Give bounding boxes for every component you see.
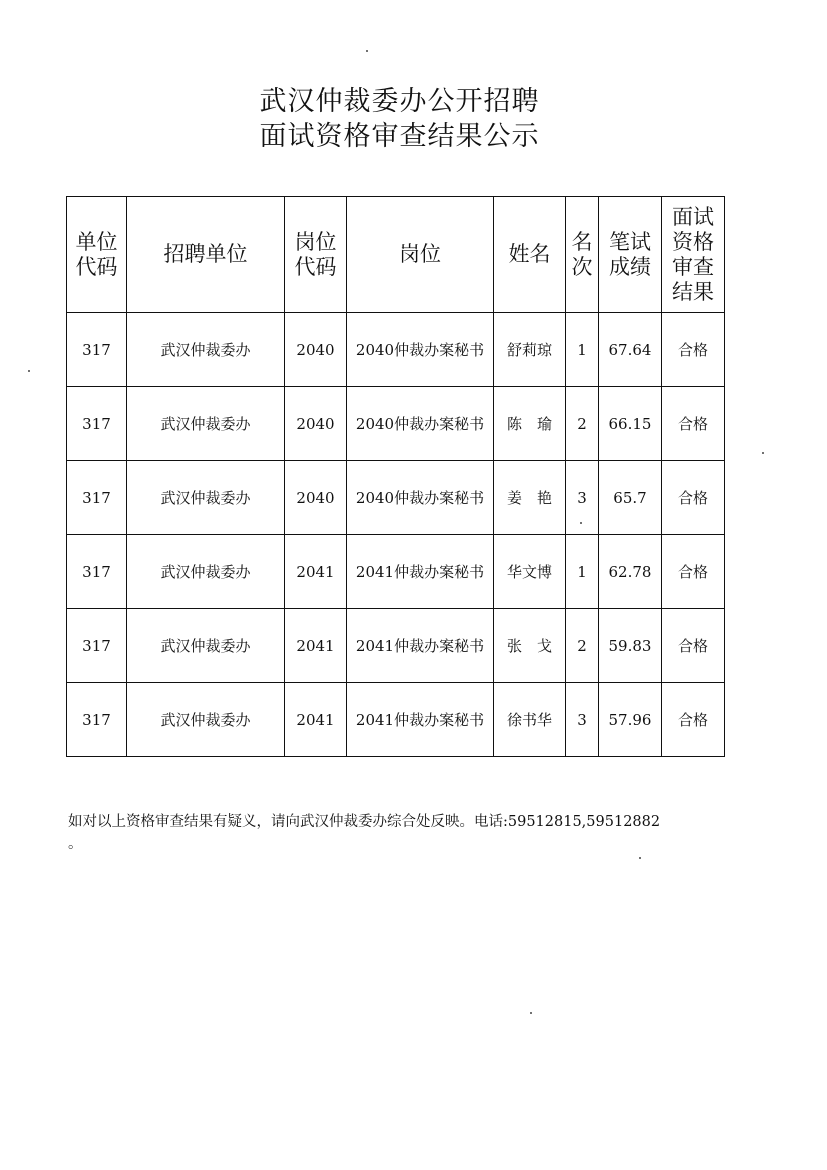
cell-unit: 武汉仲裁委办 (127, 535, 285, 609)
cell-name: 陈 瑜 (494, 387, 566, 461)
scan-speck (366, 50, 368, 52)
header-post: 岗位 (347, 197, 494, 313)
cell-post-code: 2040 (285, 461, 347, 535)
cell-rank: 2 (566, 387, 599, 461)
cell-score: 66.15 (599, 387, 662, 461)
cell-name: 徐书华 (494, 683, 566, 757)
cell-unit-code: 317 (67, 387, 127, 461)
cell-result: 合格 (662, 609, 725, 683)
cell-name: 舒莉琼 (494, 313, 566, 387)
cell-unit: 武汉仲裁委办 (127, 609, 285, 683)
cell-unit: 武汉仲裁委办 (127, 387, 285, 461)
cell-unit-code: 317 (67, 313, 127, 387)
cell-post: 2041仲裁办案秘书 (347, 535, 494, 609)
cell-post: 2040仲裁办案秘书 (347, 461, 494, 535)
cell-rank: 3 (566, 683, 599, 757)
header-written-score: 笔试 成绩 (599, 197, 662, 313)
cell-score: 57.96 (599, 683, 662, 757)
header-interview-result: 面试 资格 审查 结果 (662, 197, 725, 313)
cell-unit: 武汉仲裁委办 (127, 461, 285, 535)
table-row (67, 313, 725, 387)
cell-name: 华文博 (494, 535, 566, 609)
cell-rank: 3 (566, 461, 599, 535)
table-row (67, 461, 725, 535)
table-row (67, 535, 725, 609)
cell-score: 62.78 (599, 535, 662, 609)
table-row (67, 609, 725, 683)
scan-speck (28, 370, 30, 372)
cell-result: 合格 (662, 535, 725, 609)
cell-post: 2040仲裁办案秘书 (347, 313, 494, 387)
header-recruit-unit: 招聘单位 (127, 197, 285, 313)
header-name: 姓名 (494, 197, 566, 313)
cell-score: 65.7 (599, 461, 662, 535)
cell-unit-code: 317 (67, 461, 127, 535)
table-row (67, 387, 725, 461)
table-header-row (67, 197, 725, 313)
scan-speck (639, 857, 641, 859)
cell-rank: 1 (566, 535, 599, 609)
scan-speck (580, 522, 582, 524)
cell-rank: 1 (566, 313, 599, 387)
cell-score: 59.83 (599, 609, 662, 683)
cell-result: 合格 (662, 461, 725, 535)
document-title: 武汉仲裁委办公开招聘 (259, 86, 540, 117)
footnote-period: 。 (68, 836, 83, 852)
cell-unit-code: 317 (67, 683, 127, 757)
cell-post-code: 2041 (285, 683, 347, 757)
cell-post: 2041仲裁办案秘书 (347, 683, 494, 757)
cell-result: 合格 (662, 313, 725, 387)
scan-speck (762, 452, 764, 454)
cell-unit-code: 317 (67, 535, 127, 609)
cell-post: 2041仲裁办案秘书 (347, 609, 494, 683)
cell-post: 2040仲裁办案秘书 (347, 387, 494, 461)
header-unit-code: 单位 代码 (67, 197, 127, 313)
results-table (66, 196, 725, 757)
cell-post-code: 2040 (285, 387, 347, 461)
cell-name: 张 戈 (494, 609, 566, 683)
cell-score: 67.64 (599, 313, 662, 387)
footnote-contact: 如对以上资格审查结果有疑义，请向武汉仲裁委办综合处反映。电话:59512815,59512882 (68, 814, 661, 830)
cell-unit: 武汉仲裁委办 (127, 313, 285, 387)
document-subtitle: 面试资格审查结果公示 (259, 121, 540, 152)
cell-result: 合格 (662, 683, 725, 757)
cell-rank: 2 (566, 609, 599, 683)
cell-post-code: 2040 (285, 313, 347, 387)
scan-speck (530, 1012, 532, 1014)
cell-name: 姜 艳 (494, 461, 566, 535)
header-post-code: 岗位 代码 (285, 197, 347, 313)
cell-post-code: 2041 (285, 535, 347, 609)
table-row (67, 683, 725, 757)
cell-result: 合格 (662, 387, 725, 461)
header-rank: 名 次 (566, 197, 599, 313)
cell-post-code: 2041 (285, 609, 347, 683)
cell-unit: 武汉仲裁委办 (127, 683, 285, 757)
cell-unit-code: 317 (67, 609, 127, 683)
